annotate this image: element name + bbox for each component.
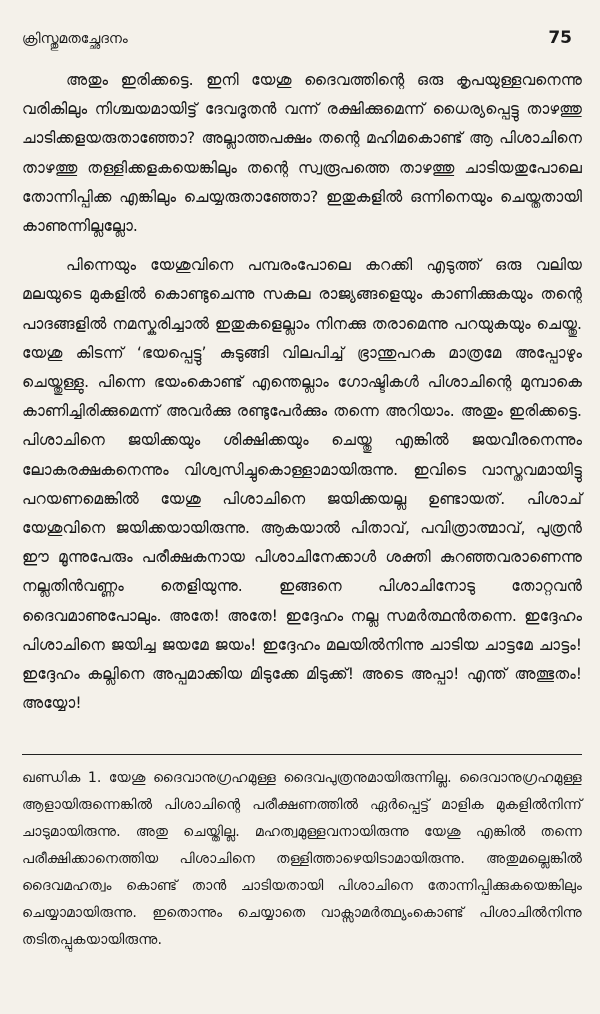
paragraph-2: പിന്നെയും യേശുവിനെ പമ്പരംപോലെ കറക്കി എടുത്ത് ഒരു വലിയ മലയുടെ മുകളിൽ കൊണ്ടുചെന്നു സകല രാജ്യങ്ങളെയും കാണിക്കുകയും തന്റെ പാദങ്ങളിൽ നമസ്കരിച്ചാൽ ഇതുകളെല്ലാം നിനക്കു തരാമെന്നു പറയുകയും ചെയ്തു. യേശു കിടന്ന് ‘ഭയപ്പെട്ടു’ കുടുങ്ങി വിലപിച്ച് ഭ്രാന്തുപറക മാത്രമേ അപ്പോഴും ചെയ്തുള്ളു. പിന്നെ ഭയംകൊണ്ട് എന്തെല്ലാം ഗോഷ്ടികൾ പിശാചിന്റെ മുമ്പാകെ കാണിച്ചിരിക്കുമെന്ന് അവർക്കു രണ്ടുപേർക്കും തന്നെ അറിയാം. അതും ഇരിക്കട്ടെ. പിശാചിനെ ജയിക്കയും ശിക്ഷിക്കയും ചെയ്തു എങ്കിൽ ജയവീരനെന്നും ലോകരക്ഷകനെന്നും വിശ്വസിച്ചുകൊള്ളാമായിരുന്നു. ഇവിടെ വാസ്തവമായിട്ടു പറയണമെങ്കിൽ യേശു പിശാചിനെ ജയിക്കയല്ല ഉണ്ടായത്. പിശാച് യേശുവിനെ ജയിക്കയായിരുന്നു. ആകയാൽ പിതാവ്, പവിത്രാത്മാവ്, പുത്രൻ ഈ മൂന്നുപേരും പരീക്ഷകനായ പിശാചിനേക്കാൾ ശക്തി കുറഞ്ഞവരാണെന്നു നല്ലതിൻവണ്ണം തെളിയുന്നു. ഇങ്ങനെ പിശാചിനോടു തോറ്റവൻ ദൈവമാണുപോലും. അതേ! അതേ! ഇദ്ദേഹം നല്ല സമർത്ഥൻതന്നെ. ഇദ്ദേഹം പിശാചിനെ ജയിച്ച ജയമേ ജയം! ഇദ്ദേഹം മലയിൽനിന്നു ചാടിയ ചാട്ടമേ ചാട്ടം! ഇദ്ദേഹം കല്ലിനെ അപ്പമാക്കിയ മിടുക്കേ മിടുക്ക്! അടെ അപ്പാ! എന്ത് അത്ഭുതം! അയ്യോ! [22, 256, 582, 713]
page-number: 75 [548, 28, 572, 48]
running-title: ക്രിസ്തുമതച്ഛേദനം [22, 31, 128, 47]
paragraph-1: അതും ഇരിക്കട്ടെ. ഇനി യേശു ദൈവത്തിന്റെ ഒരു കൃപയുള്ളവനെന്നു വരികിലും നിശ്ചയമായിട്ട് ദേവദൂതൻ വന്ന് രക്ഷിക്കുമെന്ന് ധൈര്യപ്പെട്ടു താഴത്തു ചാടിക്കളയരുതാഞ്ഞോ? അല്ലാത്തപക്ഷം തന്റെ മഹിമകൊണ്ട് ആ പിശാചിനെ താഴത്തു തള്ളിക്കളകയെങ്കിലും തന്റെ സ്വരൂപത്തെ താഴത്തു ചാടിയതുപോലെ തോന്നിപ്പിക്ക എങ്കിലും ചെയ്യരുതാഞ്ഞോ? ഇതുകളിൽ ഒന്നിനെയും ചെയ്തതായി കാണുന്നില്ലല്ലോ. [22, 71, 582, 236]
main-text [22, 66, 582, 718]
footnote-divider [22, 754, 582, 755]
footnote: ഖണ്ഡിക 1. യേശു ദൈവാനുഗ്രഹമുള്ള ദൈവപുത്രനുമായിരുന്നില്ല. ദൈവാനുഗ്രഹമുള്ള ആളായിരുന്നെങ്കിൽ പിശാചിന്റെ പരീക്ഷണത്തിൽ ഏർപ്പെട്ട് മാളിക മുകളിൽനിന്ന് ചാടുമായിരുന്നു. അതു ചെയ്തില്ല. മഹത്വമുള്ളവനായിരുന്നു യേശു എങ്കിൽ തന്നെ പരീക്ഷിക്കാനെത്തിയ പിശാചിനെ തള്ളിത്താഴെയിടാമായിരുന്നു. അതുമല്ലെങ്കിൽ ദൈവമഹത്വം കൊണ്ട് താൻ ചാടിയതായി പിശാചിനെ തോന്നിപ്പിക്കുകയെങ്കിലും ചെയ്യാമായിരുന്നു. ഇതൊന്നും ചെയ്യാതെ വാക്സാമർത്ഥ്യംകൊണ്ട് പിശാചിൽനിന്നു തടിതപ്പുകയായിരുന്നു. [22, 770, 582, 949]
page-header [22, 28, 582, 60]
